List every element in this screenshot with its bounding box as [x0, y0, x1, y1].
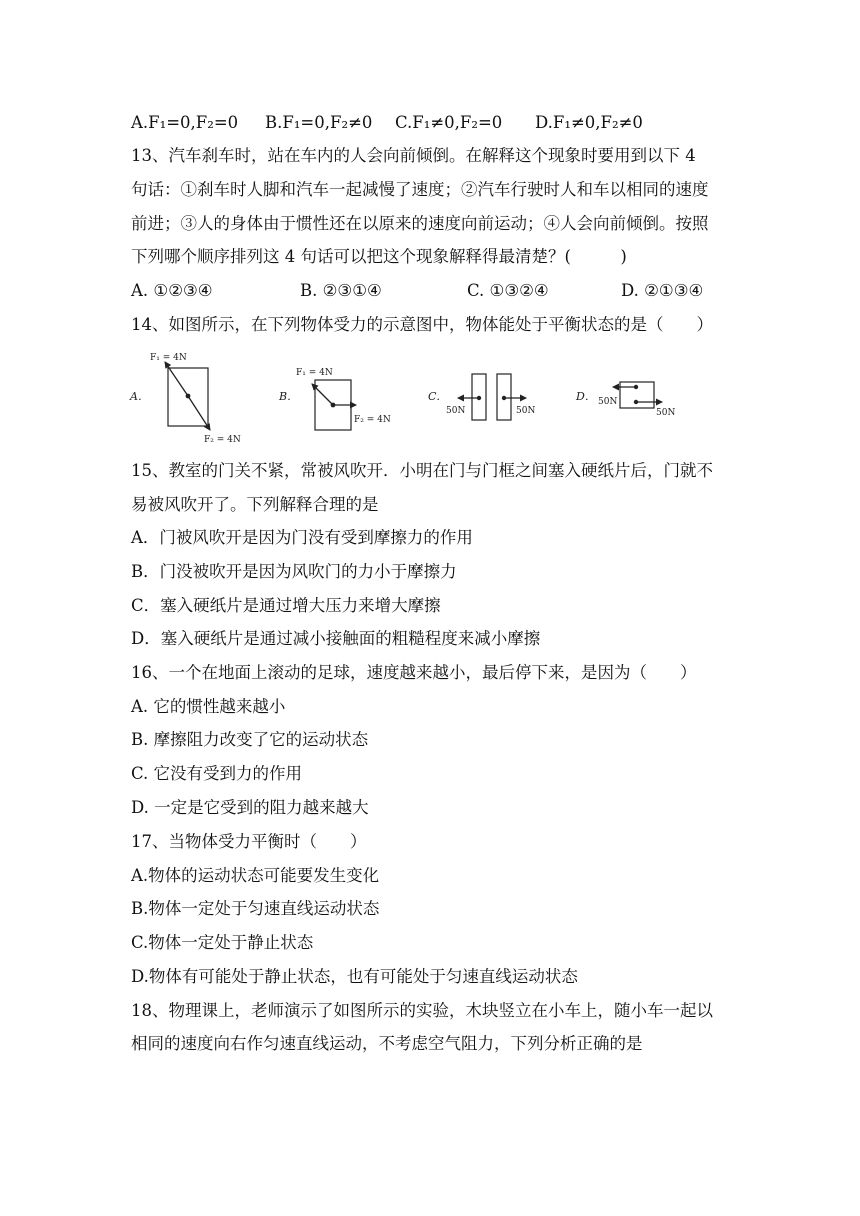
figure-d-right-label: 50N — [656, 408, 676, 418]
q17-option-d: D.物体有可能处于静止状态，也有可能处于匀速直线运动状态 — [131, 967, 578, 986]
q18-stem-line2: 相同的速度向右作匀速直线运动，不考虑空气阻力，下列分析正确的是 — [131, 1034, 643, 1053]
q18-stem-line1: 18、物理课上，老师演示了如图所示的实验，木块竖立在小车上，随小车一起以 — [131, 1001, 713, 1020]
q17-option-b: B.物体一定处于匀速直线运动状态 — [131, 899, 380, 918]
q12-option-a: A.F₁=0,F₂=0 — [131, 113, 239, 132]
q16-stem: 16、一个在地面上滚动的足球，速度越来越小，最后停下来，是因为（ ） — [131, 663, 697, 682]
q16-option-c: C. 它没有受到力的作用 — [131, 764, 303, 783]
figure-d-left-label: 50N — [598, 397, 618, 407]
q14-figure-b — [278, 368, 391, 430]
q16-option-b: B. 摩擦阻力改变了它的运动状态 — [131, 730, 369, 749]
q14-figure-a — [129, 353, 241, 445]
figure-c-left-label: 50N — [446, 406, 466, 416]
q12-option-d: D.F₁≠0,F₂≠0 — [535, 113, 643, 132]
q17-option-c: C.物体一定处于静止状态 — [131, 933, 314, 952]
q14-stem: 14、如图所示，在下列物体受力的示意图中，物体能处于平衡状态的是（ ） — [131, 315, 713, 334]
figure-a-f2-label: F₂ = 4N — [204, 435, 241, 445]
q16-option-a: A. 它的惯性越来越小 — [131, 697, 286, 716]
q13-options — [131, 280, 731, 302]
q15-option-b: B．门没被吹开是因为风吹门的力小于摩擦力 — [131, 562, 457, 581]
q16-option-d: D. 一定是它受到的阻力越来越大 — [131, 798, 369, 817]
q13-option-b: B. ②③①④ — [300, 281, 382, 300]
figure-b-f1-label: F₁ = 4N — [296, 368, 333, 378]
q13-stem-line2: 句话：①刹车时人脚和汽车一起减慢了速度；②汽车行驶时人和车以相同的速度 — [131, 180, 709, 199]
figure-b-f2-label: F₂ = 4N — [354, 415, 391, 425]
figure-b-label: B． — [279, 390, 299, 403]
q13-option-d: D. ②①③④ — [621, 281, 704, 300]
q13-stem-line1: 13、汽车刹车时，站在车内的人会向前倾倒。在解释这个现象时要用到以下 4 — [131, 146, 696, 165]
q14-figure-d — [575, 382, 675, 418]
figure-a-f1-label: F₁ = 4N — [150, 353, 187, 363]
q12-option-b: B.F₁=0,F₂≠0 — [265, 113, 373, 132]
q14-figure-c — [428, 374, 535, 420]
q12-options — [131, 112, 731, 134]
q13-stem-line4: 下列哪个顺序排列这 4 句话可以把这个现象解释得最清楚？( ) — [131, 247, 627, 266]
figure-a-label: A． — [130, 390, 149, 403]
q15-option-a: A．门被风吹开是因为门没有受到摩擦力的作用 — [131, 528, 473, 547]
figure-c-right-label: 50N — [516, 406, 536, 416]
figure-c-label: C． — [428, 390, 448, 403]
q14-figure-svg — [128, 346, 688, 448]
q12-option-c: C.F₁≠0,F₂=0 — [395, 113, 503, 132]
q14-force-diagrams — [128, 346, 688, 448]
q13-option-a: A. ①②③④ — [131, 281, 213, 300]
q15-option-d: D．塞入硬纸片是通过减小接触面的粗糙程度来减小摩擦 — [131, 629, 541, 648]
q13-stem-line3: 前进；③人的身体由于惯性还在以原来的速度向前运动；④人会向前倾倒。按照 — [131, 214, 709, 233]
q15-stem-line2: 易被风吹开了。下列解释合理的是 — [131, 495, 379, 514]
q17-option-a: A.物体的运动状态可能要发生变化 — [131, 866, 380, 885]
q15-stem-line1: 15、教室的门关不紧，常被风吹开．小明在门与门框之间塞入硬纸片后，门就不 — [131, 461, 713, 480]
figure-d-label: D． — [576, 390, 596, 403]
q15-option-c: C．塞入硬纸片是通过增大压力来增大摩擦 — [131, 596, 441, 615]
figure-a-force-2-arrow — [188, 396, 210, 430]
q17-stem: 17、当物体受力平衡时（ ） — [131, 832, 367, 851]
q13-option-c: C. ①③②④ — [467, 281, 549, 300]
